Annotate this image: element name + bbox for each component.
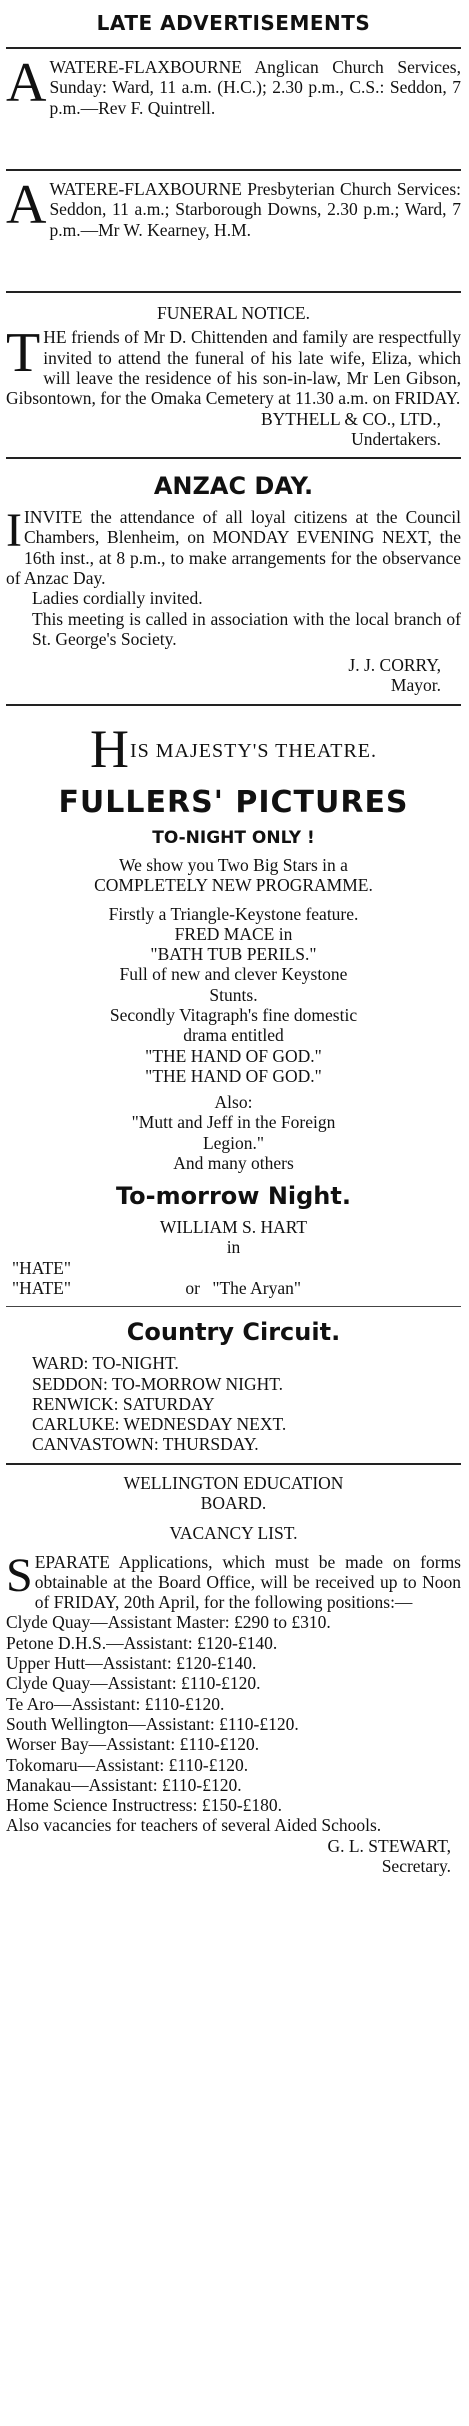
position-item: Upper Hutt—Assistant: £120-£140. [6,1653,257,1674]
education-name: G. L. STEWART, [327,1835,451,1856]
position-item: Te Aro—Assistant: £110-£120. [6,1693,225,1714]
position-item: Clyde Quay—Assistant Master: £290 to £310. [6,1612,331,1633]
funeral-notice [6,299,461,451]
mutt-line-2: Legion." [202,1132,265,1153]
circuit-renwick: RENWICK: SATURDAY [32,1393,215,1414]
position-item: South Wellington—Assistant: £110-£120. [6,1713,299,1734]
circuit-seddon: SEDDON: TO-MORROW NIGHT. [32,1373,283,1394]
hate-text: "HATE" [12,1278,72,1299]
hand-of-god-2: "THE HAND OF GOD." [145,1065,322,1086]
theatre-heading [6,714,461,781]
hand-of-god-1: "THE HAND OF GOD." [145,1045,322,1066]
circuit-ward: WARD: TO-NIGHT. [32,1353,179,1374]
mutt-line-1: "Mutt and Jeff in the Foreign [131,1112,336,1133]
tomorrow-night-title: To-morrow Night. [116,1182,351,1211]
circuit-carluke: CARLUKE: WEDNESDAY NEXT. [32,1414,287,1435]
ad-text: WATERE-FLAXBOURNE Presbyterian Church Services: Seddon, 11 a.m.; Starborough Downs, 2.30 p.m.; Ward, 7 p.m.—Mr W. Kearney, H.M. [49,179,461,240]
full-line-2: Stunts. [209,984,258,1005]
hate-line-2 [6,1278,461,1298]
show-line-1: We show you Two Big Stars in a [119,854,348,875]
education-role: Secretary. [381,1856,451,1877]
many-others: And many others [173,1153,294,1174]
theatre-ad [6,712,461,1457]
drop-cap: A [6,52,47,115]
education-body-wrap [6,1548,461,1613]
education-board-ad [6,1471,461,1879]
anzac-title: ANZAC DAY. [153,472,314,501]
position-item: Home Science Instructress: £150-£180. [6,1795,283,1816]
divider [6,291,461,293]
fullers-pictures-title: FULLERS' PICTURES [58,785,409,821]
position-item: Petone D.H.S.—Assistant: £120-£140. [6,1632,278,1653]
education-body: EPARATE Applications, which must be made on forms obtainable at the Board Office, will be received up to Noon of FRIDAY, 20th April, for the following positions:— [34,1551,461,1613]
ad-text: WATERE-FLAXBOURNE Anglican Church Services, Sunday: Ward, 11 a.m. (H.C.); 2.30 p.m., C.S.: Seddon, 7 p.m.—Rev F. Quintrell. [49,57,461,118]
also-label: Also: [214,1092,253,1113]
anzac-role: Mayor. [390,675,441,696]
funeral-role: Undertakers. [351,428,441,449]
anzac-meeting: This meeting is called in association with the local branch of St. George's Society. [32,608,461,649]
william-hart: WILLIAM S. HART [159,1217,308,1238]
anzac-ladies: Ladies cordially invited. [32,588,203,609]
divider [6,1463,461,1465]
bath-tub: "BATH TUB PERILS." [150,944,317,965]
page-title: LATE ADVERTISEMENTS [96,11,371,35]
country-circuit-title: Country Circuit. [126,1318,341,1347]
second-line-2: drama entitled [183,1025,284,1046]
presbyterian-services-ad [6,174,461,285]
anzac-body: INVITE the attendance of all loyal citizens at the Council Chambers, Blenheim, on MONDAY EVENING NEXT, the 16th inst., at 8 p.m., to make arrangements for the observance of Anzac Day. [6,507,461,588]
education-title-1: WELLINGTON EDUCATION [123,1472,344,1493]
funeral-firm: BYTHELL & CO., LTD., [260,408,441,429]
divider [6,1306,461,1307]
first-feature: Firstly a Triangle-Keystone feature. [108,903,359,924]
anglican-services-ad [6,52,461,163]
in-label: in [226,1237,241,1258]
position-item: Tokomaru—Assistant: £110-£120. [6,1754,249,1775]
funeral-body: HE friends of Mr D. Chittenden and family are respectfully invited to attend the funeral of his late wife, Eliza, which will leave the residence of his son-in-law, Mr Len Gibson, Gibsontown, for the Omaka Cemetery at 11.30 a.m. on FRIDAY. [6,327,461,409]
drop-cap: A [6,174,47,237]
tonight-only: TO-NIGHT ONLY ! [152,828,315,849]
circuit-canvastown: CANVASTOWN: THURSDAY. [32,1434,259,1455]
anzac-day-notice [6,465,461,698]
education-title-2: BOARD. [200,1492,267,1513]
show-line-2: COMPLETELY NEW PROGRAMME. [94,875,373,896]
aryan-text: "The Aryan" [212,1278,301,1299]
position-item: Manakau—Assistant: £110-£120. [6,1774,242,1795]
anzac-body-wrap [6,504,461,588]
position-item: Clyde Quay—Assistant: £110-£120. [6,1673,261,1694]
drop-cap: T [6,322,41,385]
drop-cap: I [6,504,22,558]
full-line-1: Full of new and clever Keystone [119,964,348,985]
or-text: or [185,1278,200,1299]
hate-line-1: "HATE" [12,1257,72,1278]
vacancy-list-title: VACANCY LIST. [169,1523,298,1544]
second-line-1: Secondly Vitagraph's fine domestic [109,1004,358,1025]
theatre-name: IS MAJESTY'S THEATRE. [129,739,378,762]
divider [6,704,461,706]
position-list [6,1612,461,1815]
fred-mace: FRED MACE in [174,923,293,944]
divider [6,47,461,49]
position-item: Worser Bay—Assistant: £110-£120. [6,1734,260,1755]
divider [6,457,461,459]
funeral-body-wrap [6,322,461,409]
funeral-title: FUNERAL NOTICE. [157,303,310,324]
education-also: Also vacancies for teachers of several Aided Schools. [6,1815,382,1836]
drop-cap: H [89,718,130,779]
divider [6,169,461,171]
drop-cap: S [6,1548,33,1602]
anzac-name: J. J. CORRY, [348,655,441,676]
